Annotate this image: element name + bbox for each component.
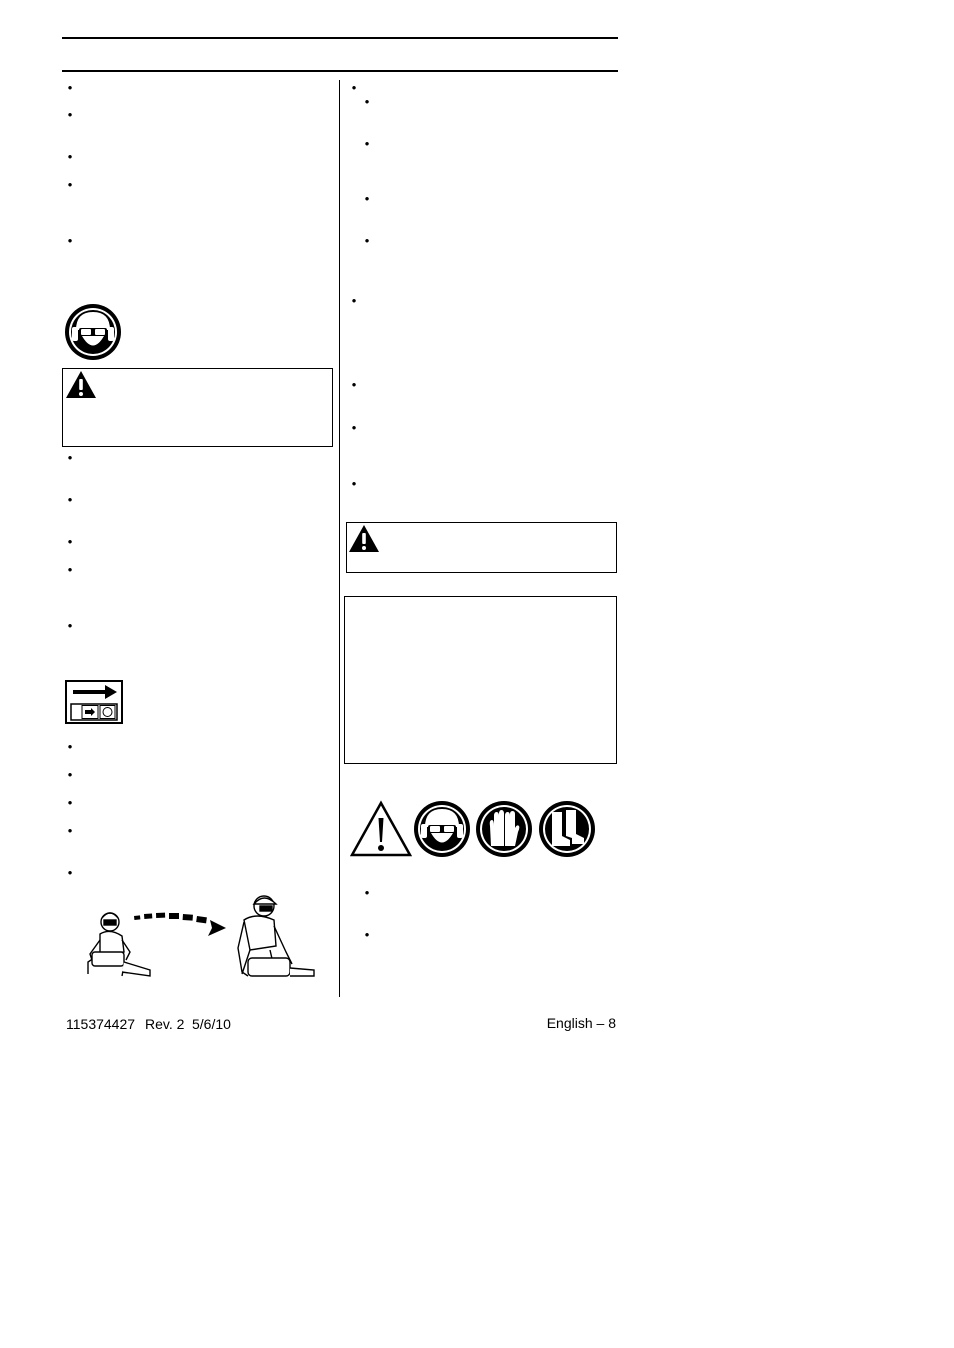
list-item: •	[67, 562, 73, 577]
list-item: •	[364, 885, 370, 900]
warning-triangle-icon	[348, 524, 380, 553]
gloves-icon	[475, 800, 533, 858]
list-item: •	[351, 293, 357, 308]
caution-triangle-icon	[350, 800, 412, 858]
list-item: •	[364, 233, 370, 248]
notice-box	[344, 596, 617, 764]
warning-box	[62, 368, 333, 447]
list-item: •	[67, 149, 73, 164]
revision-label: Rev. 2	[145, 1016, 185, 1032]
list-item: •	[364, 191, 370, 206]
list-item: •	[67, 534, 73, 549]
document-number: 115374427	[66, 1016, 136, 1032]
list-item: •	[67, 739, 73, 754]
helmet-goggles-earmuffs-icon	[64, 303, 122, 361]
revision-date: 5/6/10	[192, 1016, 231, 1032]
header-rule-bottom	[62, 70, 618, 72]
list-item: •	[67, 618, 73, 633]
list-item: •	[351, 80, 357, 95]
arrow-stop-decal-icon	[65, 680, 123, 724]
column-divider	[339, 80, 340, 997]
list-item: •	[67, 795, 73, 810]
list-item: •	[67, 233, 73, 248]
list-item: •	[364, 136, 370, 151]
list-item: •	[67, 767, 73, 782]
list-item: •	[67, 450, 73, 465]
list-item: •	[351, 377, 357, 392]
boots-icon	[538, 800, 596, 858]
list-item: •	[351, 476, 357, 491]
list-item: •	[67, 865, 73, 880]
page-number: English – 8	[546, 1015, 616, 1031]
operator-moving-blower-illustration	[78, 892, 318, 984]
list-item: •	[67, 823, 73, 838]
list-item: •	[351, 420, 357, 435]
warning-triangle-icon	[65, 370, 97, 399]
list-item: •	[67, 177, 73, 192]
list-item: •	[67, 492, 73, 507]
warning-box	[346, 522, 617, 573]
helmet-goggles-earmuffs-icon	[413, 800, 471, 858]
list-item: •	[364, 94, 370, 109]
list-item: •	[67, 107, 73, 122]
header-rule-top	[62, 37, 618, 39]
list-item: •	[67, 80, 73, 95]
list-item: •	[364, 927, 370, 942]
